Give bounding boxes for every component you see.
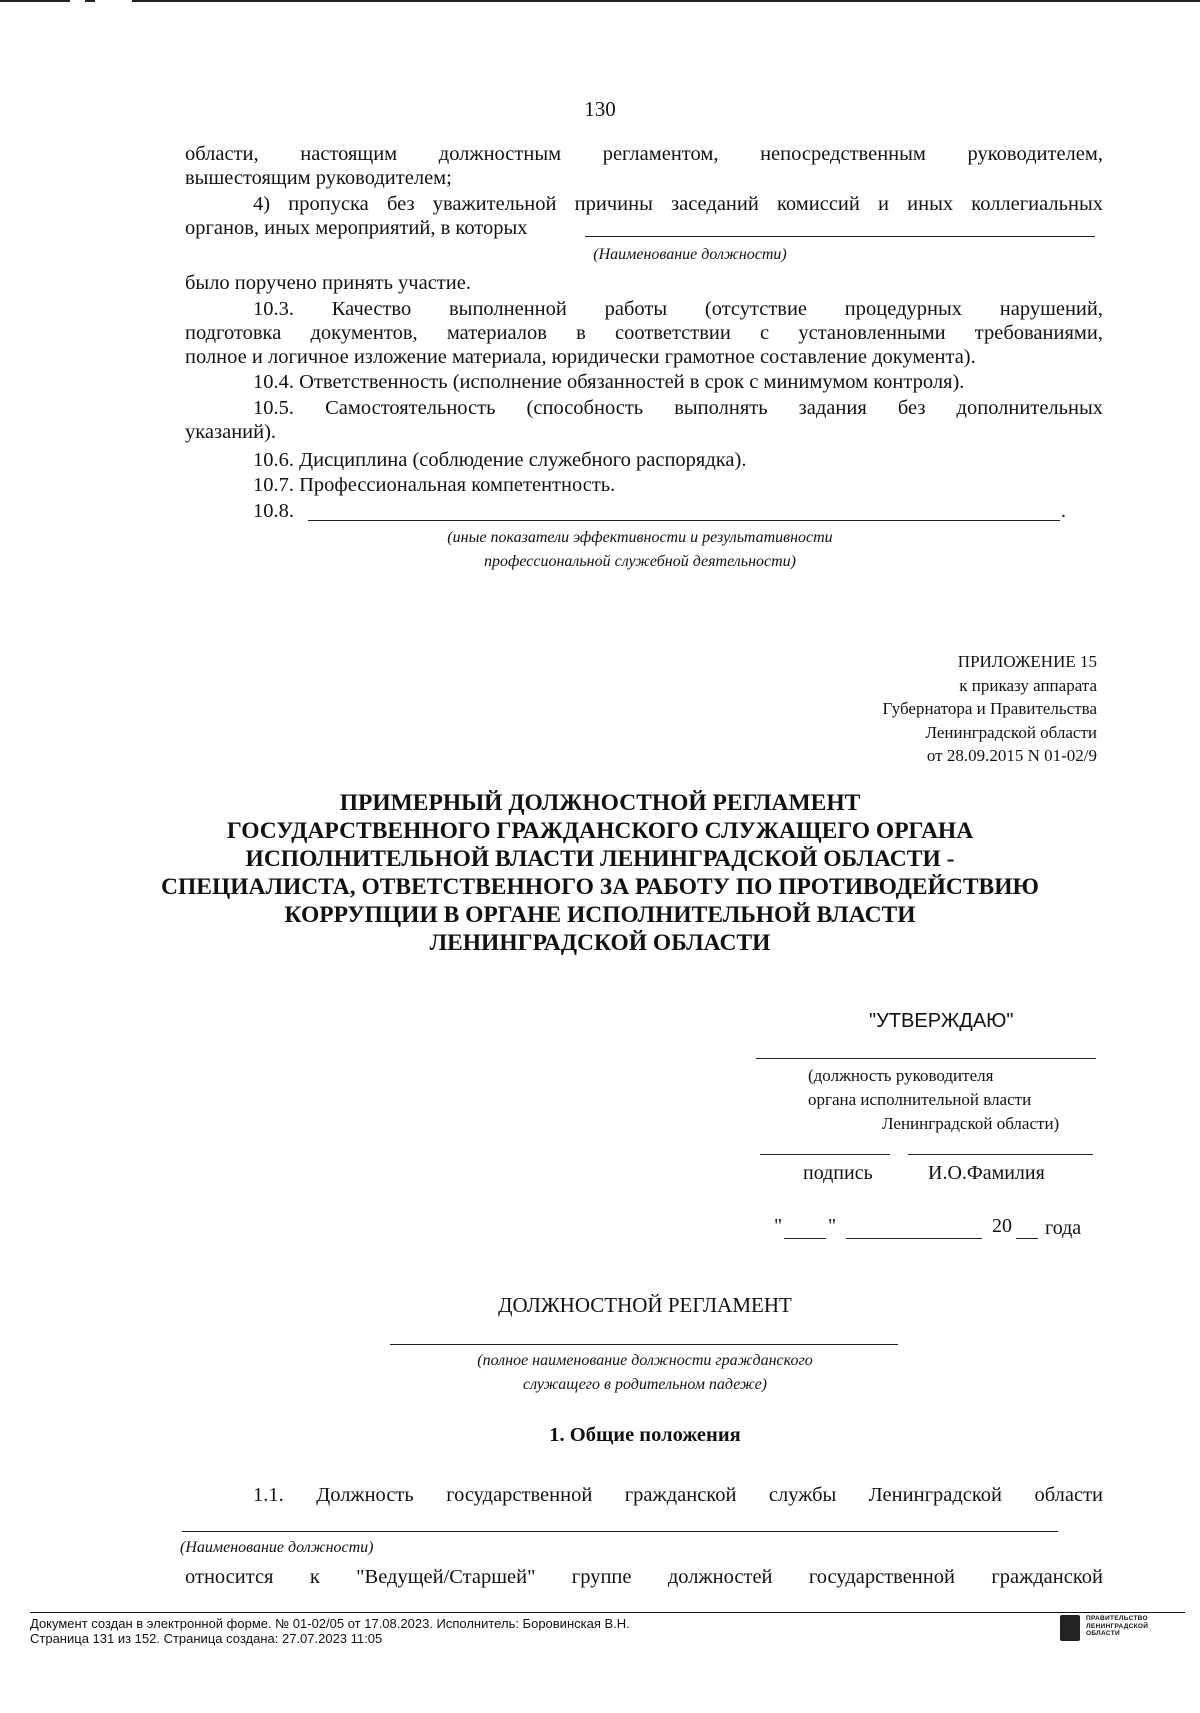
criterion-10-4: 10.4. Ответственность (исполнение обязанностей в срок с минимумом контроля). [253,371,965,393]
criterion-10-3-line3: полное и логичное изложение материала, юридически грамотное составление документа). [185,346,976,368]
footer-info [30,1616,630,1646]
appendix-line1: ПРИЛОЖЕНИЕ 15 [957,652,1097,671]
government-emblem-icon [1060,1615,1080,1641]
regulation-caption-line2: служащего в родительном падеже) [522,1376,768,1393]
criterion-10-8-caption-line1: (иные показатели эффективности и результативности [447,529,833,546]
item4-line2: органов, иных мероприятий, в которых [185,217,528,239]
day-blank [784,1238,826,1239]
date-quote-open: " [774,1215,783,1237]
criterion-10-8-end: . [1061,500,1066,522]
title-line4: СПЕЦИАЛИСТА, ОТВЕТСТВЕННОГО ЗА РАБОТУ ПО ПРОТИВОДЕЙСТВИЮ [161,874,1039,900]
appendix-line2: к приказу аппарата [959,675,1097,695]
title-line5: КОРРУПЦИИ В ОРГАНЕ ИСПОЛНИТЕЛЬНОЙ ВЛАСТИ [284,902,916,928]
section1-caption: (Наименование должности) [180,1539,374,1556]
criterion-10-8: 10.8. [253,500,294,522]
criterion-10-3-line1: 10.3. Качество выполненной работы (отсутствие процедурных нарушений, [253,298,1103,320]
document-title [140,789,1060,957]
approve-position-line2: органа исполнительной власти [808,1090,1032,1109]
date-quote-close: " [828,1215,837,1237]
government-logo-text [1086,1615,1148,1638]
item4-blank-line [585,236,1095,237]
criterion-10-8-blank-line [308,520,1060,521]
appendix-line4: Ленинградской области [925,722,1097,742]
page-number: 130 [584,97,616,121]
appendix-line3: Губернатора и Правительства [882,699,1097,718]
approve-position-line3: Ленинградской области) [882,1114,1060,1133]
logo-line3: ОБЛАСТИ [1086,1630,1120,1637]
year-blank [1016,1238,1038,1239]
regulation-position-blank [390,1344,898,1345]
footer-rule [30,1612,1185,1613]
criterion-10-5-line1: 10.5. Самостоятельность (способность выполнять задания без дополнительных [253,397,1103,419]
approve-heading: "УТВЕРЖДАЮ" [869,1010,1014,1032]
appendix-line5: от 28.09.2015 N 01-02/9 [926,746,1097,765]
top-scan-line [0,0,70,2]
para1-line1: области, настоящим должностным регламентом, непосредственным руководителем, [185,143,1103,165]
item4-line3: было поручено принять участие. [185,272,471,294]
criterion-10-6: 10.6. Дисциплина (соблюдение служебного распорядка). [253,449,747,471]
section1-heading: 1. Общие положения [549,1424,741,1446]
logo-line1: ПРАВИТЕЛЬСТВО [1086,1615,1148,1622]
item4-line1: 4) пропуска без уважительной причины заседаний комиссий и иных коллегиальных [253,193,1103,215]
top-scan-mark [85,0,95,2]
name-label: И.О.Фамилия [928,1162,1045,1184]
regulation-caption-line1: (полное наименование должности гражданского [477,1352,813,1369]
section1-p1-line2: относится к "Ведущей/Старшей" группе должностей государственной гражданской [185,1566,1103,1588]
title-line3: ИСПОЛНИТЕЛЬНОЙ ВЛАСТИ ЛЕНИНГРАДСКОЙ ОБЛАСТИ - [245,846,955,872]
signature-label: подпись [803,1162,873,1184]
title-line1: ПРИМЕРНЫЙ ДОЛЖНОСТНОЙ РЕГЛАМЕНТ [339,790,861,816]
criterion-10-8-caption-line2: профессиональной служебной деятельности) [484,553,796,570]
item4-caption: (Наименование должности) [593,246,787,263]
footer-line1: Документ создан в электронной форме. № 01-02/05 от 17.08.2023. Исполнитель: Боровинская В.Н. [30,1616,630,1631]
section1-p1-line1: 1.1. Должность государственной гражданской службы Ленинградской области [253,1484,1103,1506]
month-blank [846,1238,982,1239]
name-blank [908,1154,1093,1155]
para1-line2: вышестоящим руководителем; [185,167,452,189]
approve-position-line [756,1058,1096,1059]
criterion-10-5-line2: указаний). [185,421,277,443]
criterion-10-3-line2: подготовка документов, материалов в соответствии с установленными требованиями, [185,322,1103,344]
year-prefix: 20 [992,1215,1012,1237]
logo-line2: ЛЕНИНГРАДСКОЙ [1086,1622,1149,1630]
year-suffix: года [1045,1217,1082,1239]
signature-blank [760,1154,890,1155]
appendix-block [883,650,1097,768]
approve-position-line1: (должность руководителя [808,1066,994,1085]
criterion-10-7: 10.7. Профессиональная компетентность. [253,474,616,496]
title-line2: ГОСУДАРСТВЕННОГО ГРАЖДАНСКОГО СЛУЖАЩЕГО ОРГАНА [226,818,974,844]
top-scan-line-long [132,0,1200,2]
section1-position-blank [182,1531,1058,1532]
footer-line2: Страница 131 из 152. Страница создана: 27.07.2023 11:05 [30,1631,383,1646]
regulation-heading: ДОЛЖНОСТНОЙ РЕГЛАМЕНТ [498,1293,792,1317]
title-line6: ЛЕНИНГРАДСКОЙ ОБЛАСТИ [429,930,771,956]
